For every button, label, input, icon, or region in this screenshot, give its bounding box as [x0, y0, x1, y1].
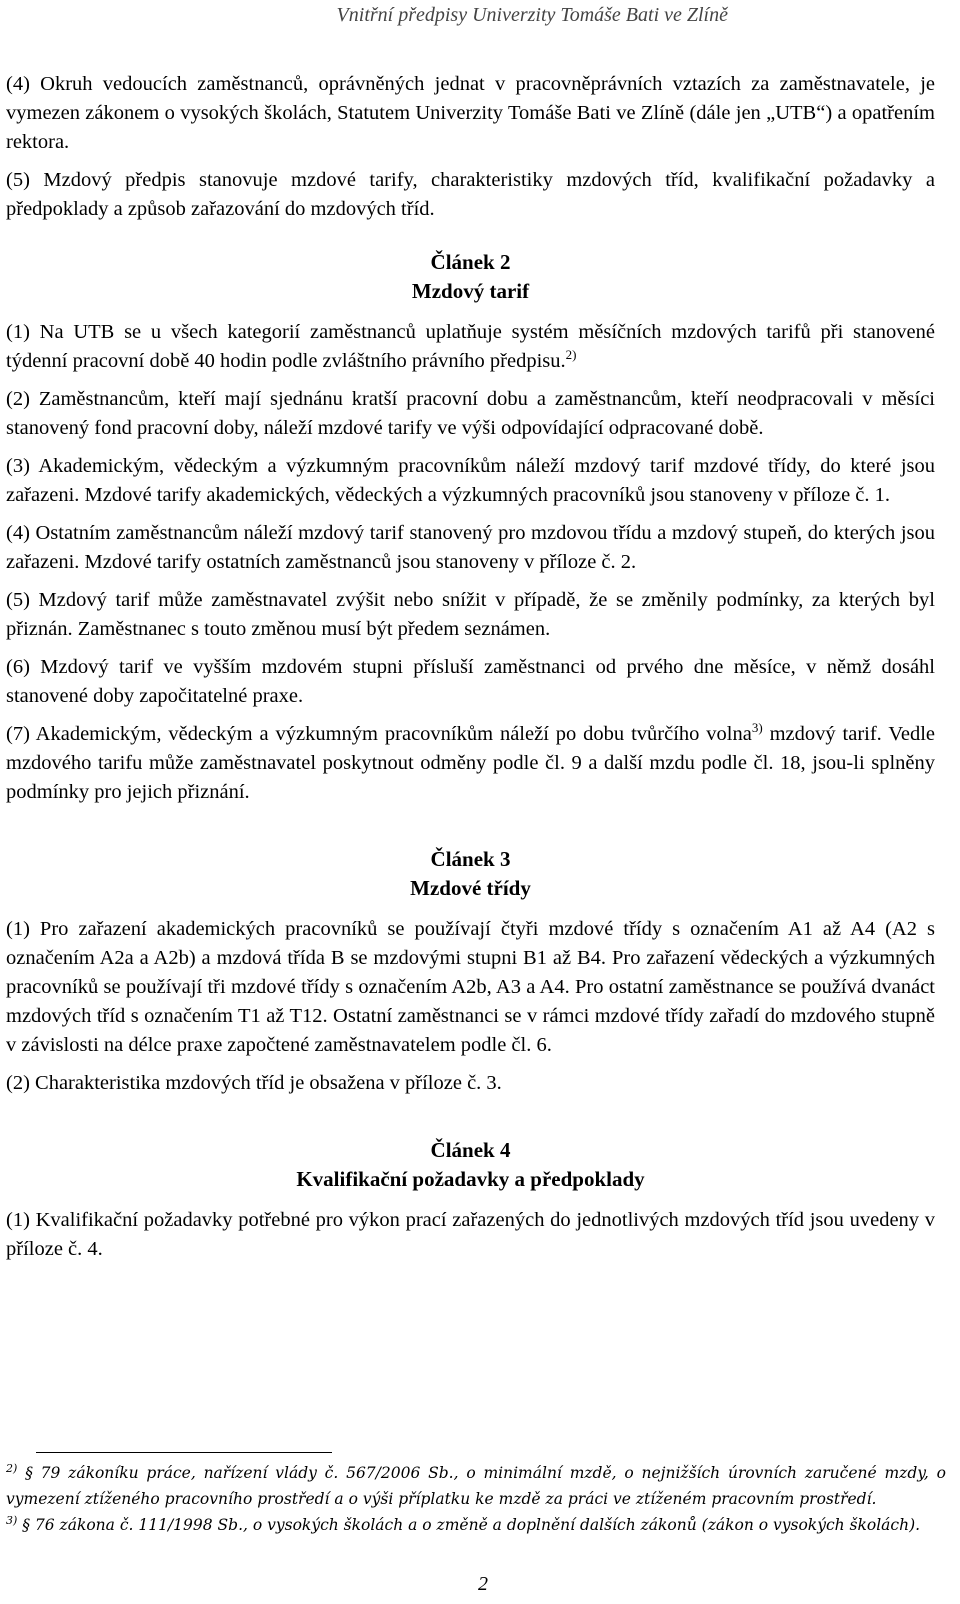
article-4-title: Kvalifikační požadavky a předpoklady [296, 1167, 645, 1191]
intro-paragraph-5: (5) Mzdový předpis stanovuje mzdové tarify, charakteristiky mzdových tříd, kvalifikační požadavky a předpoklady a způsob zařazování do mzdových tříd. [6, 169, 935, 220]
page-number: 2 [478, 1573, 488, 1595]
footnote-ref-2: 2) [565, 347, 577, 363]
footnote-3: $^{3)}$ § 76 zákona č. 111/1998 Sb., o vysokých školách a o změně a doplnění dalších zákonů (zákon o vysokých školách). [6, 1513, 921, 1534]
article-3-paragraph-1: (1) Pro zařazení akademických pracovníků se používají čtyři mzdové třídy s označením A1 až A4 (A2 s označením A2a a A2b) a mzdová třída B se mzdovými stupni B1 až B4. Pro zařazení vědeckých a výzkumných pracovníků se používají tři mzdové třídy s označením A2b, A3 a A4. Pro ostatní zaměstnance se používá dvanáct mzdových tříd s označením T1 až T12. Ostatní zaměstnanci se v rámci mzdové třídy zařadí do mzdového stupně v závislosti na délce praxe započtené zaměstnavatelem podle čl. 6. [6, 918, 935, 1056]
article-2-paragraph-7: (7) Akademickým, vědeckým a výzkumným pracovníkům náleží po dobu tvůrčího volna$^{3)}$ mzdový tarif. Vedle mzdového tarifu může zaměstnavatel poskytnout odměny podle čl. 9 a další mzdu podle čl. 18, jsou-li splněny podmínky pro jejich přiznání. [6, 720, 935, 803]
intro-paragraph-4: (4) Okruh vedoucích zaměstnanců, oprávněných jednat v pracovněprávních vztazích za zaměstnavatele, je vymezen zákonem o vysokých školách, Statutem Univerzity Tomáše Bati ve Zlíně (dále jen „UTB“) a opatřením rektora. [6, 73, 935, 153]
article-3-title: Mzdové třídy [410, 876, 531, 900]
article-2-paragraph-6: (6) Mzdový tarif ve vyšším mzdovém stupni přísluší zaměstnanci od prvého dne měsíce, v němž dosáhl stanovené doby započitatelné praxe. [6, 656, 935, 707]
article-2-paragraph-4: (4) Ostatním zaměstnancům náleží mzdový tarif stanovený pro mzdovou třídu a mzdový stupeň, do kterých jsou zařazeni. Mzdové tarify ostatních zaměstnanců jsou stanoveny v příloze č. 2. [6, 522, 935, 573]
article-2-paragraph-5: (5) Mzdový tarif může zaměstnavatel zvýšit nebo snížit v případě, že se změnily podmínky, za kterých byl přiznán. Zaměstnanec s touto změnou musí být předem seznámen. [6, 589, 935, 640]
article-3-number: Článek 3 [430, 847, 511, 871]
article-2-paragraph-2: (2) Zaměstnancům, kteří mají sjednánu kratší pracovní dobu a zaměstnancům, kteří neodpracovali v měsíci stanovený fond pracovní doby, náleží mzdové tarify ve výši odpovídající odpracované době. [6, 388, 935, 439]
article-2-paragraph-3: (3) Akademickým, vědeckým a výzkumným pracovníkům náleží mzdový tarif mzdové třídy, do které jsou zařazeni. Mzdové tarify akademických, vědeckých a výzkumných pracovníků jsou stanoveny v příloze č. 1. [6, 455, 935, 506]
article-3-paragraph-2: (2) Charakteristika mzdových tříd je obsažena v příloze č. 3. [6, 1072, 502, 1094]
footnote-separator [36, 1452, 332, 1453]
article-2-number: Článek 2 [430, 250, 511, 274]
article-4-number: Článek 4 [430, 1138, 511, 1162]
article-2-title: Mzdový tarif [411, 279, 530, 303]
page-header: Vnitřní předpisy Univerzity Tomáše Bati ve Zlíně [336, 4, 728, 26]
article-2-paragraph-1: (1) Na UTB se u všech kategorií zaměstnanců uplatňuje systém měsíčních mzdových tarifů při stanovené týdenní pracovní době 40 hodin podle zvláštního právního předpisu.$^{2)}$ [6, 321, 935, 372]
footnote-2: $^{2)}$ § 79 zákoníku práce, nařízení vlády č. 567/2006 Sb., o minimální mzdě, o nejnižších úrovních zaručené mzdy, o vymezení ztíženého pracovního prostředí a o výši příplatku ke mzdě za práci ve ztíženém pracovním prostředí. [6, 1461, 946, 1508]
article-4-paragraph-1: (1) Kvalifikační požadavky potřebné pro výkon prací zařazených do jednotlivých mzdových tříd jsou uvedeny v příloze č. 4. [6, 1209, 935, 1260]
document-body [6, 70, 935, 1264]
footnote-ref-3: 3) [751, 720, 763, 736]
